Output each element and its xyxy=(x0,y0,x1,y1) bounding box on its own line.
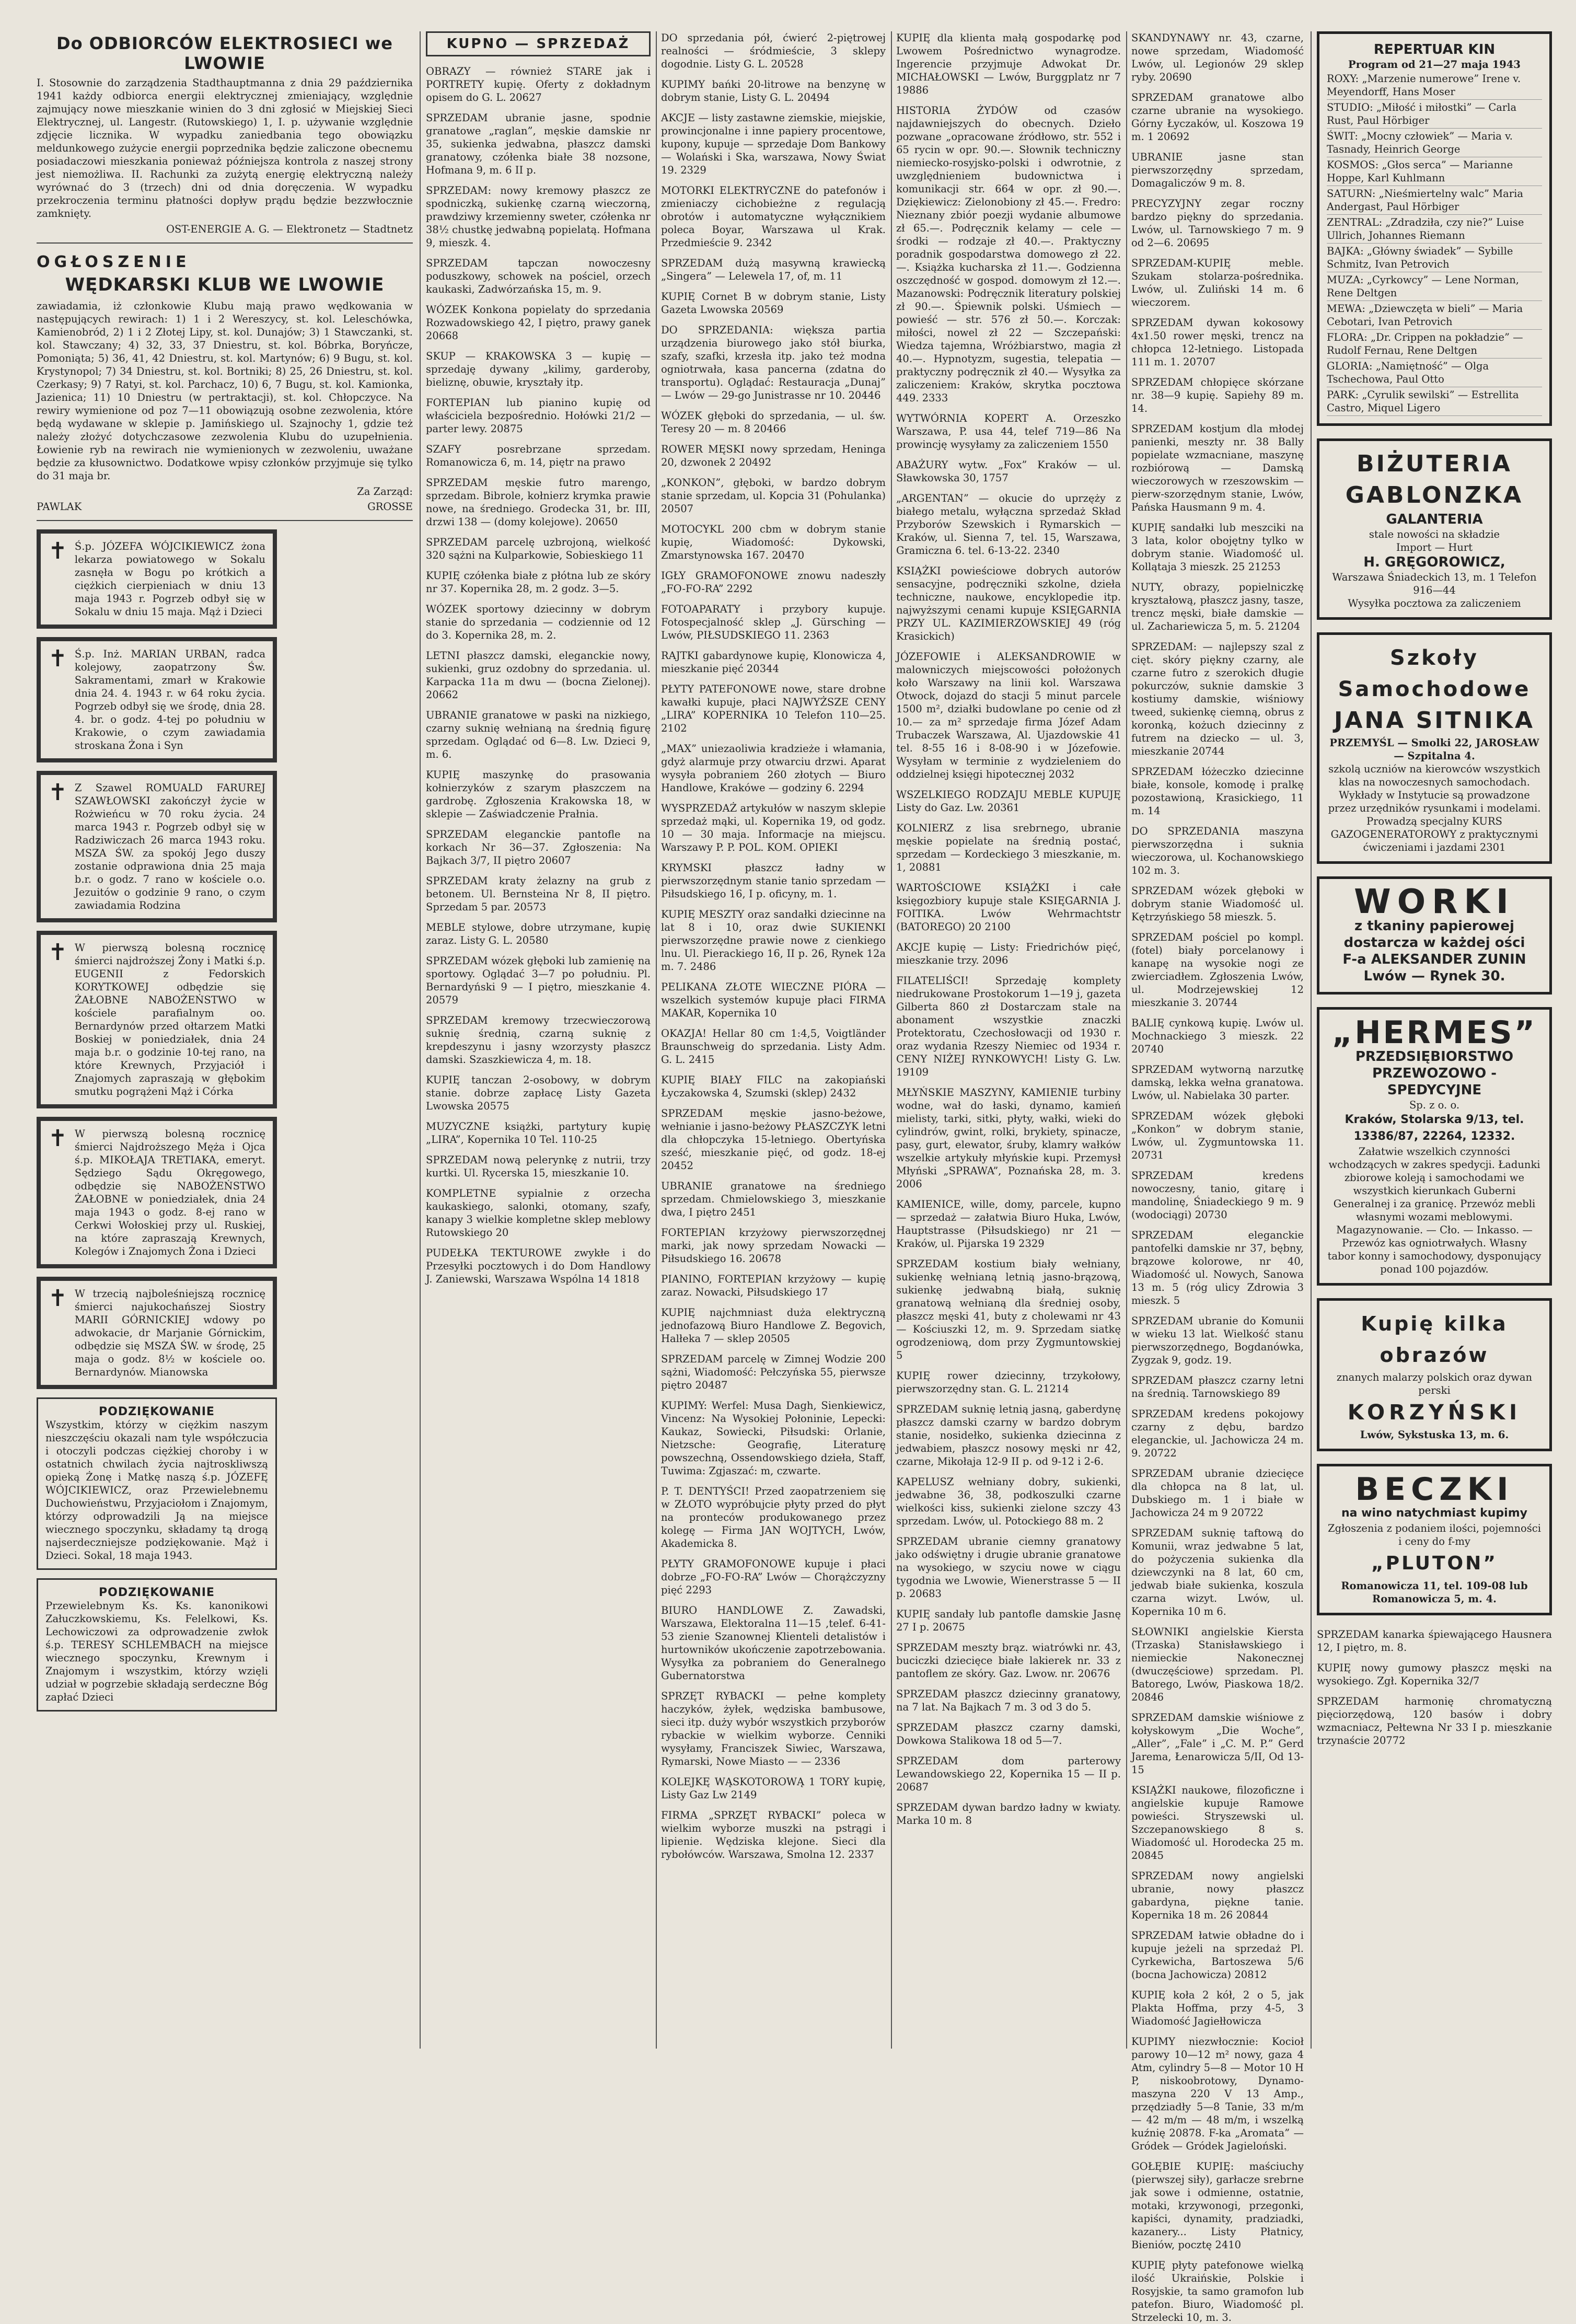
classified-ad: KUPIMY niezwłocznie: Kocioł parowy 10—12 m² nowy, gaza 4 Atm, cylindry 5—8 — Motor 10 H P, niskoobrotowy, Dynamo-maszyna 220 V 13 Amp., przędziadły 5—8 Tanie, 33 m/m — 42 m/m — 48 m/m, i wszelką kuźnię 20878. F-ka „Aromata” — Gródek — Gródek Jagieloński. xyxy=(1131,2036,1304,2152)
classified-ad: IGŁY GRAMOFONOWE znowu nadeszły „FO-FO-RA” 2292 xyxy=(661,570,886,595)
signature-right: GROSSE xyxy=(367,501,413,513)
classified-ad: OKAZJA! Hellar 80 cm 1:4,5, Voigtländer Braunschweig do sprzedania. Listy Adm. G. L. 2415 xyxy=(661,1027,886,1066)
classified-ad: BIURO HANDLOWE Z. Zawadski, Warszawa, Elektoralna 11—15 ,telef. 6-41-53 zienie Szanownej Klienteli detalistów i hurtowników ukończenie zapotrzebowania. Wysyłka za pobraniem do Generalnego Gubernatorstwa xyxy=(661,1604,886,1682)
cinema-row: SATURN: „Nieśmiertelny walc” Maria Andergast, Paul Hörbiger xyxy=(1327,186,1542,215)
classified-ad: SPRZEDAM dużą masywną krawiecką „Singera” — Lelewela 17, of, m. 11 xyxy=(661,257,886,282)
ogloszenie-heading: OGŁOSZENIE xyxy=(37,253,191,271)
sitnik-name: JANA SITNIKA xyxy=(1334,707,1535,734)
column-1 xyxy=(37,31,413,2049)
small-ads xyxy=(1317,1628,1552,1747)
classified-ad: FIRMA „SPRZĘT RYBACKI” poleca w wielkim wyborze muszki na pstrągi i lipienie. Wędziska klejone. Sieci dla rybołówców. Warszawa, Smolna 12. 2337 xyxy=(661,1809,886,1860)
classified-ad: SPRZEDAM męskie jasno-beżowe, wełnianie i jasno-beżowy PŁASZCZYK letni dla chłopczyka 15-letniego. Obertyńska sześć, mieszkanie pięć, od godz. 18-ej 20452 xyxy=(661,1107,886,1172)
obituary-text: Z Szawel ROMUALD FARUREJ SZAWŁOWSKI zakończył życie w Rożwieńcu w 70 roku życia. 24 marca 1943 r. Pogrzeb odbył się w Radziwiczach 26 marca 1943 roku. MSZA ŚW. za spokój Jego duszy zostanie odprawiona dnia 25 maja b.r. o godz. 7 rano w kościele o.o. Jezuitów o godzinie 9 rano, o czym zawiadamia Rodzina xyxy=(74,782,265,911)
classified-ad: OBRAZY — również STARE jak i PORTRETY kupię. Oferty z dokładnym opisem do G. L. 20627 xyxy=(426,65,651,103)
classified-ad: MŁYŃSKIE MASZYNY, KAMIENIE turbiny wodne, wał do łaski, dynamo, kamień mielisty, tarki, sitki, płyty, wałki, wieki do cylindrów, gwint, rolki, brykiety, spinacze, pasy, gurt, elewator, śruby, klamry wałków wszelkie artykuły młyńskie kupi. Przemysł Młyński „SPRAWA”, Poznańska 28, m. 3. 2006 xyxy=(896,1086,1121,1190)
classified-ad: KUPIĘ czółenka białe z płótna lub ze skóry nr 37. Kopernika 28, m. 2 godz. 3—5. xyxy=(426,570,651,595)
ads-list xyxy=(661,31,886,1861)
obituary-row xyxy=(48,645,265,752)
sitnik-text: szkolą uczniów na kierowców wszystkich klas na nowoczesnych samochodach. Wykłady w Instytucie są prowadzone przez urzędników rysunkami i modelami. Prowadzą specjalny KURS GAZOGENERATOROWY z praktycznymi ćwiczeniami i jazdami 2301 xyxy=(1328,763,1541,853)
classified-ad: DO SPRZEDANIA maszyna pierwszorzędna i suknia wieczorowa, ul. Kochanowskiego 102 m. 3. xyxy=(1131,825,1304,876)
classified-ad: MUZYCZNE książki, partytury kupię „LIRA”, Kopernika 10 Tel. 110-25 xyxy=(426,1120,651,1146)
klub-text: zawiadamia, iż członkowie Klubu mają prawo wędkowania w następujących rewirach: 1) 1 i 2 Wereszycy, st. kol. Leleschówka, Kamienobród, 2) 1 i 2 Złotej Lipy, st. kol. Dunajów; 3) 1 Stawczanki, st. kol. Stawczany; 4) 32, 33, 37 Dniestru, st. kol. Bóbrka, Boryńcze, Pomoniąta; 5) 36, 41, 42 Dniestru, st. kol. Martynów; 6) 9 Bugu, st. kol. Krystynopol; 7) 34 Dniestru, st. kol. Bortniki; 8) 25, 26 Dniestru, st. kol. Czerkasy; 9) 7 Ratyi, st. kol. Parchacz, 10) 6, 7 Bugu, st. kol. Kamionka, Jazienica; 11) 10 Dniestru (w pertraktacji), st. kol. Chłopczyce. Na rewiry wymienione od poz 7—11 obowiązują osobne zezwolenia, które będą wydawane w sklepie p. Jamińskiego ul. Szajnochy 1, gdzie też należy złożyć dotychczasowe zezwolenia Klubu do uzupełnienia. Łowienie ryb na rewirach nie wymienionych w zezwoleniu, uważane będzie za kłusownictwo. Dodatkowe wpisy członków przyjmuje się tylko do 31 maja br. xyxy=(37,300,413,482)
classified-ad: KUPIMY bańki 20-litrowe na benzynę w dobrym stanie, Listy G. L. 20494 xyxy=(661,78,886,103)
beczki-ad xyxy=(1317,1464,1552,1615)
classified-ad: SPRZEDAM kostium biały wełniany, sukienkę wełnianą letnią jasno-brązową, sukienkę jedwabną białą, suknię granatową wełnianą dla średniej osoby, płaszcz męski 41, buty z cholewami nr 43 — Kościuszki 12, m. 9. Sprzedam siatkę ogrodzeniową, dom przy Zygmuntowskiej 5 xyxy=(896,1258,1121,1361)
classified-ad: KUPIĘ nowy gumowy płaszcz męski na wysokiego. Zgł. Kopernika 32/7 xyxy=(1317,1662,1552,1687)
classified-ad: BALIĘ cynkową kupię. Lwów ul. Mochnackiego 3 mieszk. 22 20740 xyxy=(1131,1017,1304,1055)
classified-ad: SPRZEDAM: nowy kremowy płaszcz ze spodniczką, sukienkę czarną wieczorną, prawdziwy krzemienny sweter, czółenka nr 38½ chustkę jedwabną popielatą. Hofmana 9, mieszk. 4. xyxy=(426,184,651,249)
classified-ad: SPRZEDAM płaszcz czarny letni na średnią. Tarnowskiego 89 xyxy=(1131,1374,1304,1400)
classified-ad: UBRANIE granatowe na średniego sprzedam. Chmielowskiego 3, mieszkanie dwa, I piętro 2451 xyxy=(661,1180,886,1218)
cross-icon: ✝ xyxy=(48,1125,67,1152)
worki-subtitle: z tkaniny papierowej xyxy=(1354,918,1514,934)
classified-ad: SPRZEDAM ubranie do Komunii w wieku 13 lat. Wielkość stanu pierwszorzędnego, Bogdanówka, Zygzak 9, godz. 19. xyxy=(1131,1315,1304,1366)
classified-ad: ROWER MĘSKI nowy sprzedam, Heninga 20, dzwonek 2 20492 xyxy=(661,443,886,468)
classified-ad: FOTOAPARATY i przybory kupuje. Fotospecjalność sklep „J. Gürsching — Lwów, PIŁSUDSKIEGO 11. 2363 xyxy=(661,603,886,641)
classified-ad: KRYMSKI płaszcz ładny w pierwszorzędnym stanie tanio sprzedam — Piłsudskiego 16, I p. oficyny, m. 1. xyxy=(661,862,886,900)
column-2 xyxy=(426,31,651,2049)
classified-ad: WARTOŚCIOWE KSIĄŻKI i całe księgozbiory kupuje stale KSIĘGARNIA J. FOITIKA. Lwów Wehrmachtstr (BATOREGO) 20 2100 xyxy=(896,882,1121,933)
classified-ad: SPRZEDAM: — najlepszy szal z cięt. skóry piękny czarny, ale czarne futro z szerokich długie pokurczów, suknie damskie 3 kostiumy damskie, wiśniowy tweed, sukienkę ciemną, obrus z koronką, kożuch dziecinny z futrem na dziecko — ul. 3, mieszkanie 20744 xyxy=(1131,641,1304,757)
cinema-row: ZENTRAL: „Zdradziła, czy nie?” Luise Ullrich, Johannes Riemann xyxy=(1327,215,1542,244)
sitnik-ad xyxy=(1317,632,1552,864)
classified-ad: KUPIĘ BIAŁY FILC na zakopiański Łyczakowska 4, Szumski (sklep) 2432 xyxy=(661,1074,886,1099)
thanks-title: PODZIĘKOWANIE xyxy=(99,1586,215,1599)
classified-ad: SPRZEDAM tapczan nowoczesny poduszkowy, schowek na pościel, orzech kaukaski, Zadwórzańska 15, m. 9. xyxy=(426,257,651,295)
classified-ad: AKCJE kupię — Listy: Friedrichów pięć, mieszkanie trzy. 2096 xyxy=(896,941,1121,966)
worki-title: WORKI xyxy=(1354,883,1515,921)
thanks-box xyxy=(37,1397,277,1570)
classified-ad: SPRZEDAM eleganckie pantofle na korkach Nr 36—37. Zgłoszenia: Na Bajkach 3/7, II piętro 20607 xyxy=(426,828,651,866)
classified-ad: WSZELKIEGO RODZAJU MEBLE KUPUJĘ Listy do Gaz. Lw. 20361 xyxy=(896,789,1121,814)
classified-ad: „KONKON”, głęboki, w bardzo dobrym stanie sprzedam, ul. Kopcia 31 (Pohulanka) 20507 xyxy=(661,477,886,515)
beczki-subtitle: na wino natychmiast kupimy xyxy=(1341,1507,1527,1520)
classified-ad: SPRZEDAM dom parterowy Lewandowskiego 22, Kopernika 15 — II p. 20687 xyxy=(896,1755,1121,1793)
classified-ad: SPRZEDAM kanarka śpiewającego Hausnera 12, I piętro, m. 8. xyxy=(1317,1628,1552,1654)
odbiorcy-signature xyxy=(37,223,413,235)
classified-ad: KOMPLETNE sypialnie z orzecha kaukaskiego, salonki, otomany, szafy, kanapy 3 wielkie kompletne sklep meblowy Rutowskiego 20 xyxy=(426,1187,651,1239)
obituary-text: W pierwszą bolesną rocznicę śmierci Najdroższego Męża i Ojca ś.p. MIKOŁAJA TRETIAKA, emeryt. Sędziego Sądu Okręgowego, odbędzie się NABOŻEŃSTWO ŻAŁOBNE w poniedziałek, dnia 24 maja 1943 o godz. 8-ej rano w Cerkwi Wołoskiej przy ul. Ruskiej, na które zapraszają Krewnych, Kolegów i Znajomych Żona i Dzieci xyxy=(74,1128,265,1257)
obrazow-title: Kupię kilka obrazów xyxy=(1361,1312,1508,1367)
classified-ad: PELIKANA ZŁOTE WIECZNE PIÓRA — wszelkich systemów kupuje płaci FIRMA MAKAR, Kopernika 10 xyxy=(661,981,886,1019)
classified-ad: WÓZEK sportowy dziecinny w dobrym stanie do sprzedania — codziennie od 12 do 3. Kopernika 28, m. 2. xyxy=(426,603,651,641)
classified-ad: SPRZEDAM pościel po kompl. (fotel) biały porcelanowy i kanapę na wysokie nogi ze zwierciadłem. Zgłoszenia Lwów, ul. Modrzejewskiej 12 mieszkanie 3. 20744 xyxy=(1131,931,1304,1009)
column-4 xyxy=(896,31,1121,2049)
cross-icon: ✝ xyxy=(48,645,67,672)
classified-ad: ABAŻURY wytw. „Fox” Kraków — ul. Sławkowska 30, 1757 xyxy=(896,459,1121,484)
classified-ad: HISTORIA ŻYDÓW od czasów najdawniejszych do obecnych. Dzieło pozwane „opracowane źródłowo, str. 552 i 65 rycin w opr. 90.—. Słownik techniczny niemiecko-rosyjsko-polski i odwrotnie, z uwzględnieniem budownictwa i komunikacji str. 664 w opr. zł 90.—. Dziękiewicz: Zielonobiony zł 45.—. Fredro: Nieznany zbiór poezji wydanie albumowe zł 65.—. Podręcznik kelamy — cele — środki — rodzaje zł 40.—. Praktyczny poradnik gospodarstwa domowego zł 22.—. Książka kucharska zł 11.—. Godzienna oszczędność w gospod. domowym zł 12.—. Mazanowski: Podręcznik literatury polskiej zł 90.—. Śpiewnik polski. Uśmiech — powieść — str. 576 zł 50.—. Korczak: miłości, nowel zł 22 — Szczepański: Wiedza tajemna, Wróżbiarstwo, magia zł 40.—. Hypnotyzm, sugestia, telepatia — praktyczny podręcznik zł 40.— Wysyłka za zaliczeniem: Kraków, skrytka pocztowa 449. 2333 xyxy=(896,105,1121,404)
classified-ad: KAMIENICE, wille, domy, parcele, kupno — sprzedaż — załatwia Biuro Huka, Lwów, Hauptstrasse (Piłsudskiego) nr 21 — Kraków, ul. Pijarska 19 2329 xyxy=(896,1198,1121,1250)
cinema-row: ROXY: „Marzenie numerowe” Irene v. Meyendorff, Hans Moser xyxy=(1327,71,1542,100)
column-rule xyxy=(891,31,892,2049)
classified-ad: SPRZEDAM suknię taftową do Komunii, wraz jedwabne 5 lat, do pożyczenia sukienka dla dziewczynki na 8 lat, 60 cm, jedwab białe sukienka, koszula czarna wizyt. Lwów, ul. Kopernika 10 m 6. xyxy=(1131,1527,1304,1617)
classified-ad: KUPIĘ najchmniast duża elektryczną jednofazową Biuro Handlowe Z. Begovich, Halłeka 7 — sklep 20505 xyxy=(661,1306,886,1345)
ads-list xyxy=(896,31,1121,1827)
classified-ad: PUDEŁKA TEKTUROWE zwykłe i do Przesyłki pocztowych i do Dom Handlowy J. Zaniewski, Warszawa Wspólna 14 1818 xyxy=(426,1247,651,1285)
obituary-row xyxy=(48,1127,265,1258)
classified-ad: SPRZEDAM ubranie jasne, spodnie granatowe „raglan”, męskie damskie nr 35, sukienka jedwabna, płaszcz damski granatowy, czółenka białe 38 nozsone, Hofmana 9, m. 6 II p. xyxy=(426,112,651,176)
classified-ad: KUPIĘ sandałki lub meszciki na 3 lata, kolor obojętny tylko w dobrym stanie. Wiadomość ul. Kollątaja 3 mieszk. 25 21253 xyxy=(1131,522,1304,573)
hermes-title: „HERMES” xyxy=(1331,1014,1537,1051)
cross-icon: ✝ xyxy=(48,939,67,966)
classified-ad: SPRZEDAM eleganckie pantofelki damskie nr 37, bębny, brązowe kolorowe, nr 40, Wiadomość ul. Nowych, Sanowa 13 m. 5 (róg ulicy Zdrowia 3 mieszk. 5 xyxy=(1131,1229,1304,1306)
worki-ad xyxy=(1317,876,1552,995)
obituary-text: Ś.p. Inż. MARIAN URBAN, radca kolejowy, zaopatrzony Św. Sakramentami, zmarł w Krakowie dnia 24. 4. 1943 r. w 64 roku życia. Pogrzeb odbył się we środę, dnia 28. 4. br. o godz. 4-tej po południu w Krakowie, o czym zawiadamia stroskana Żona i Syn xyxy=(74,648,265,751)
classified-ad: SPRZEDAM łóżeczko dziecinne białe, konsole, komodę i pralkę pozostawioną, Krasickiego, 11 m. 14 xyxy=(1131,766,1304,817)
hermes-text: Załatwie wszelkich czynności wchodzących w zakres spedycji. Ładunki zbiorowe koleją i samochodami we wszystkich kierunkach Guberni Generalnej i za granicę. Przewóz mebli własnymi wozami meblowymi. Magazynowanie. — Cło. — Inkasso. — Przewóz kas ogniotrwałych. Własny tabor konny i samochodowy, dysponujący ponad 100 pojazdów. xyxy=(1327,1146,1542,1275)
classified-ad: KUPIĘ tanczan 2-osobowy, w dobrym stanie. dobrze zapłacę Listy Gazeta Lwowska 20575 xyxy=(426,1074,651,1112)
classified-ad: SPRZEDAM harmonię chromatyczną pięciorzędową, 120 basów i dobry wzmacniacz, Pełtewna Nr 33 I p. mieszkanie trzynaście 20772 xyxy=(1317,1695,1552,1747)
sitnik-title: Szkoły Samochodowe xyxy=(1338,646,1531,701)
beczki-address: Romanowicza 11, tel. 109-08 lub Romanowicza 5, m. 4. xyxy=(1341,1580,1528,1605)
worki-name: F-a ALEKSANDER ZUNIN xyxy=(1342,952,1526,967)
newspaper-page xyxy=(37,31,1552,2323)
bizuteria-ad xyxy=(1317,438,1552,620)
classified-ad: SPRZEDAM chłopięce skórzane nr. 38—9 kupię. Sapiehy 89 m. 14. xyxy=(1131,376,1304,414)
classified-ad: SPRZEDAM-KUPIĘ meble. Szukam stolarza-pośrednika. Lwów, ul. Zuliński 14 m. 6 wieczorem. xyxy=(1131,257,1304,308)
separator xyxy=(37,520,413,521)
column-5 xyxy=(1131,31,1304,2323)
classified-ad: SZAFY posrebrzane sprzedam. Romanowicza 6, m. 14, piętr na prawo xyxy=(426,443,651,468)
ads-list xyxy=(1131,31,1304,2324)
classified-ad: SPRZEDAM kremowy trzecwieczorową suknię średnią, czarną suknię z krepdeszynu i jasny wzorzysty płaszcz damski. Szaszkiewicza 4, m. 18. xyxy=(426,1014,651,1066)
repertuar-list xyxy=(1327,71,1542,416)
bizuteria-name: H. GRĘGOROWICZ, xyxy=(1363,554,1505,570)
obrazow-name: KORZYŃSKI xyxy=(1347,1401,1522,1425)
classified-ad: UBRANIE jasne stan pierwszorzędny sprzedam, Domagaliczów 9 m. 8. xyxy=(1131,151,1304,189)
classified-ad: SPRZEDAM suknię letnią jasną, gaberdynę płaszcz damski czarny w bardzo dobrym stanie, nosidełko, sukienka dziecinna z jedwabiem, płaszcz nosowy męski nr 42, czarne, Mikołaja 12-9 II p. od 9-12 i 2-6. xyxy=(896,1403,1121,1467)
cross-icon: ✝ xyxy=(48,779,67,806)
obituary-box xyxy=(37,1117,277,1268)
classified-ad: SPRZEDAM ubranie dziecięce dla chłopca na 8 lat, ul. Dubskiego m. 1 i białe w Jachowicza 24 m 9 20722 xyxy=(1131,1467,1304,1519)
column-6 xyxy=(1317,31,1552,2049)
odbiorcy-title: Do ODBIORCÓW ELEKTROSIECI we LWOWIE xyxy=(56,33,393,73)
hermes-address: Kraków, Stolarska 9/13, tel. 13386/87, 22264, 12332. xyxy=(1345,1113,1524,1143)
classified-ad: LETNI płaszcz damski, eleganckie nowy, sukienki, gruz ozdobny do sprzedania. ul. Karpacka 11a m dwu — (bocna Zielonej). 20662 xyxy=(426,650,651,701)
odbiorcy-text: I. Stosownie do zarządzenia Stadthauptmanna z dnia 29 października 1941 każdy odbiorca energii elektrycznej zmieniający, względnie zajmujący nowe mieszkanie winien do 3 dni zgłosić w Miejskiej Sieci Elektrycznej, ul. Langestr. (Rutowskiego) 1, I. p. używanie względnie zdjęcie licznika. W wypadku zaniedbania tego obowiązku meldunkowego zużycie energii poprzednika będzie zaliczone obecnemu posiadaczowi mieszkania ponieważ późniejsza kontrola z naszej strony jest niemożliwa. II. Rachunki za zużytą energię elektryczną należy wyrównać do 3 (trzech) dni od dnia doręczenia. W wypadku przekroczenia terminu płatności dopływ prądu będzie bezzwłocznie zamknięty. xyxy=(37,77,413,219)
zarzad-label: Za Zarząd: xyxy=(357,485,413,498)
classified-ad: SPRZEDAM nowy angielski ubranie, nowy płaszcz gabardyna, piękne tanie. Kopernika 18 m. 26 20844 xyxy=(1131,1870,1304,1921)
bizuteria-footer: Wysyłka pocztowa za zaliczeniem xyxy=(1348,597,1521,609)
classified-ad: SPRZEDAM dywan bardzo ładny w kwiaty. Marka 10 m. 8 xyxy=(896,1801,1121,1826)
classified-ad: PŁYTY PATEFONOWE nowe, stare drobne kawałki kupuje, płaci NAJWYŻSZE CENY „LIRA” KOPERNIKA 10 Telefon 110—25. 2102 xyxy=(661,683,886,734)
classified-ad: WÓZEK Konkona popielaty do sprzedania Rozwadowskiego 42, I piętro, prawy ganek 20668 xyxy=(426,304,651,342)
obituary-box xyxy=(37,1277,277,1389)
obrazow-ad xyxy=(1317,1298,1552,1451)
signature-text: OST-ENERGIE A. G. — Elektronetz — Stadtnetz xyxy=(166,223,413,235)
classified-ad: SPRZEDAM nową pelerynkę z nutrii, trzy kurtki. Ul. Rycerska 15, mieszkanie 10. xyxy=(426,1154,651,1179)
classified-ad: MEBLE stylowe, dobre utrzymane, kupię zaraz. Listy G. L. 20580 xyxy=(426,921,651,946)
obituary-box xyxy=(37,771,277,922)
classified-ad: FORTEPIAN lub pianino kupię od właściciela bezpośrednio. Hołówki 21/2 — parter lewy. 20875 xyxy=(426,397,651,435)
obituary-box xyxy=(37,637,277,762)
klub-signatures xyxy=(37,501,413,513)
classified-ad: SPRZEDAM granatowe albo czarne ubranie na wysokiego. Górny Łyczaków, ul. Koszowa 19 m. 1 20692 xyxy=(1131,91,1304,143)
classified-ad: SPRZEDAM parcelę uzbrojoną, wielkość 320 sążni na Kulparkowie, Sobieskiego 11 xyxy=(426,536,651,561)
classified-ad: SPRZEDAM kraty żelazny na grub z betonem. Ul. Bernsteina Nr 8, II piętro. Sprzedam 5 par. 20573 xyxy=(426,875,651,913)
beczki-text: Zgłoszenia z podaniem ilości, pojemności i ceny do f-my xyxy=(1328,1522,1541,1547)
thanks-box xyxy=(37,1578,277,1712)
obrazow-text: znanych malarzy polskich oraz dywan perski xyxy=(1336,1371,1533,1396)
repertuar-box xyxy=(1317,31,1552,426)
obituary-row xyxy=(48,540,265,618)
classified-ad: SKANDYNAWY nr. 43, czarne, nowe sprzedam, Wiadomość Lwów, ul. Legionów 29 sklep ryby. 20690 xyxy=(1131,32,1304,83)
classified-ad: KUPIĘ płyty patefonowe wielką ilość Ukraińskie, Polskie i Rosyjskie, ta samo gramofon lub patefon. Biuro, Wiadomość pl. Strzelecki 10, m. 3. xyxy=(1131,2259,1304,2323)
cross-icon: ✝ xyxy=(48,1285,67,1312)
bizuteria-line: Import — Hurt xyxy=(1396,541,1473,553)
worki-line: dostarcza w każdej ości xyxy=(1343,935,1525,951)
obrazow-address: Lwów, Sykstuska 13, m. 6. xyxy=(1360,1429,1509,1441)
classified-ad: SŁOWNIKI angielskie Kiersta (Trzaska) Stanisławskiego i niemieckie Nakonecznej (dwuczęściowe) sprzedam. Pl. Batorego, Lwów, Piaskowa 18/2. 20846 xyxy=(1131,1626,1304,1703)
classified-ad: KSIĄŻKI naukowe, filozoficzne i angielskie kupuje Ramowe powieści. Stryszewski ul. Szczepanowskiego 8 s. Wiadomość ul. Horodecka 25 m. 20845 xyxy=(1131,1784,1304,1861)
classified-ad: UBRANIE granatowe w paski na nizkiego, czarny suknię wełnianą na średnią figurę sprzedam. Oglądać od 6—8. Lw. Dzieci 9, m. 6. xyxy=(426,709,651,760)
hermes-subtitle: PRZEDSIĘBIORSTWO PRZEWOZOWO - SPEDYCYJNE xyxy=(1355,1049,1514,1098)
thanks-text: Wszystkim, którzy w ciężkim naszym nieszczęściu okazali nam tyle współczucia i otoczyli podczas ciężkiej choroby i w ostatnich chwilach życia najtroskliwszą opieką Żonę i Matkę naszą ś.p. JÓZEFĘ WÓJCIKIEWICZ, oraz Przewielebnemu Duchowieństwu, Przyjaciołom i Znajomym, którzy odprowadzili Ją na miejsce wiecznego spoczynku, składamy tą drogą najserdeczniejsze podziękowanie. Mąż i Dzieci. Sokal, 18 maja 1943. xyxy=(45,1419,268,1562)
obituary-text: W trzecią najboleśniejszą rocznicę śmierci najukochańszej Siostry MARII GÓRNICKIEJ wdowy po adwokacie, dr Marjanie Górnickim, odbędzie się MSZA ŚW. w środę, 25 maja o godz. 8½ w kościele oo. Bernardynów. Mianowska xyxy=(74,1288,265,1378)
classified-ad: KUPIMY: Werfel: Musa Dagh, Sienkiewicz, Vincenz: Na Wysokiej Połoninie, Lepecki: Kaukaz, Sowiecki, Piłsudski: Orlanie, Nietzsche: Geografię, Literaturę powszechną, Ossendowskiego dzieła, Staff, Tuwima: Zgjaszać: m, czwarte. xyxy=(661,1400,886,1477)
classified-ad: KSIĄŻKI powieściowe dobrych autorów sensacyjne, podręczniki szkolne, dzieła techniczne, naukowe, encyklopedie itp. najwyższymi cenami kupuje KSIĘGARNIA PRZY UL. KAZIMIERZOWSKIEJ 49 (róg Krasickich) xyxy=(896,565,1121,642)
classified-ad: KUPIĘ Cornet B w dobrym stanie, Listy Gazeta Lwowska 20569 xyxy=(661,291,886,316)
klub-title: WĘDKARSKI KLUB WE LWOWIE xyxy=(65,274,385,295)
bizuteria-title: BIŻUTERIA GABLONZKA xyxy=(1345,450,1524,508)
worki-address: Lwów — Rynek 30. xyxy=(1363,968,1505,984)
cinema-row: STUDIO: „Miłość i miłostki” — Carla Rust, Paul Hörbiger xyxy=(1327,100,1542,129)
classified-ad: RAJTKI gabardynowe kupię, Klonowicza 4, mieszkanie pięć 20344 xyxy=(661,650,886,675)
classified-ad: SPRZEDAM wózek głęboki „Konkon” w dobrym stanie, Lwów, ul. Zygmuntowska 11. 20731 xyxy=(1131,1110,1304,1161)
classified-ad: KUPIĘ maszynkę do prasowania kołnierzyków z szarym płaszczem na gardrobę. Zgłoszenia Krakowska 18, w sklepie — Zaświadczenie Prałnia. xyxy=(426,769,651,820)
column-rule xyxy=(656,31,657,2049)
classified-ad: SPRZEDAM dywan kokosowy 4x1.50 rower męski, trencz na chłopca 12-letniego. Listopada 111 m. 1. 20707 xyxy=(1131,317,1304,368)
hermes-ad xyxy=(1317,1007,1552,1286)
classified-ad: SPRZEDAM parcelę w Zimnej Wodzie 200 sążni, Wiadomość: Pełczyńska 55, pierwsze piętro 20487 xyxy=(661,1353,886,1391)
bizuteria-line: stale nowości na składzie xyxy=(1369,528,1500,540)
classified-ad: WYTWÓRNIA KOPERT A. Orzeszko Warszawa, P. usa 44, telef 719—86 Na prowincję wysyłamy za zaliczeniem 1550 xyxy=(896,412,1121,450)
obituary-box xyxy=(37,931,277,1108)
classified-ad: SPRZEDAM wózek głęboki lub zamienię na sportowy. Oglądać 3—7 po południu. Pl. Bernardyński 9 — I piętro, mieszkanie 4. 20579 xyxy=(426,955,651,1006)
obituary-row xyxy=(48,1287,265,1379)
classified-ad: AKCJE — listy zastawne ziemskie, miejskie, prowincjonalne i inne papiery procentowe, kupony, kupuje — sprzedaje Dom Bankowy — Wolański i Ska, warszawa, Nowy Świat 19. 2329 xyxy=(661,112,886,176)
cinema-row: MUZA: „Cyrkowcy” — Lene Norman, Rene Deltgen xyxy=(1327,272,1542,301)
classified-ad: SPRZEDAM łatwie obładne do i kupuje jeżeli na sprzedaż Pl. Cyrkewicha, Bartoszewa 5/6 (bocna Jachowicza) 20812 xyxy=(1131,1929,1304,1981)
classified-ad: NUTY, obrazy, popielniczkę kryształową, płaszcz jasny, tasze, trencz męski, białe damskie — ul. Zachariewicza 5, m. 5. 21204 xyxy=(1131,581,1304,632)
classified-ad: SPRZEDAM płaszcz dziecinny granatowy, na 7 lat. Na Bajkach 7 m. 3 od 3 do 5. xyxy=(896,1688,1121,1713)
classified-ad: KAPELUSZ wełniany dobry, sukienki, jedwabne 36, 38, podkoszulki czarne wielkości kiss, sukienki zielone szczy 43 sprzedam. Lwów, ul. Potockiego 88 m. 2 xyxy=(896,1476,1121,1527)
classified-ad: SPRZEDAM męskie futro marengo, sprzedam. Bibrole, kołnierz krymka prawie nowe, na średniego. Grodecka 31, br. III, drzwi 138 — (domy kolejowe). 20650 xyxy=(426,477,651,528)
obituary-row xyxy=(48,781,265,912)
separator xyxy=(37,242,413,244)
obituary-text: W pierwszą bolesną rocznicę śmierci najdroższej Żony i Matki ś.p. EUGENII z Fedorskich KORYTKOWEJ odbędzie się ŻAŁOBNE NABOŻEŃSTWO w kościele parafialnym oo. Bernardynów przed ołtarzem Matki Boskiej w poniedziałek, dnia 24 maja b.r. o godzinie 10-tej rano, na które Krewnych, Przyjaciół i Znajomych zapraszają w głębokim smutku pogrążeni Mąż i Córka xyxy=(74,942,265,1097)
classified-ad: KUPIĘ MESZTY oraz sandałki dziecinne na lat 8 i 10, oraz dwie SUKIENKI pierwszorzędne prawie nowe z cienkiego lnu. Ul. Pierackiego 16, II p. 26, Rynek 12a m. 7. 2486 xyxy=(661,908,886,973)
classified-ad: PRECYZYJNY zegar roczny bardzo piękny do sprzedania. Lwów, ul. Tarnowskiego 7 m. 9 od 2—6. 20695 xyxy=(1131,198,1304,249)
classified-ad: KUPIĘ dla klienta małą gospodarkę pod Lwowem Pośrednictwo wynagrodze. Ingerencie przyjmuje Adwokat Dr. MICHAŁOWSKI — Lwów, Burggplatz nr 7 19886 xyxy=(896,32,1121,96)
classified-ad: SPRZEDAM wózek głęboki w dobrym stanie Wiadomość ul. Kętrzyńskiego 58 mieszk. 5. xyxy=(1131,885,1304,923)
cinema-row: MEWA: „Dziewczęta w bieli” — Maria Cebotari, Ivan Petrovich xyxy=(1327,301,1542,330)
classified-ad: KUPIĘ koła 2 kół, 2 o 5, jak Plakta Hoffma, przy 4-5, 3 Wiadomość Jagiełłowicza xyxy=(1131,1989,1304,2027)
classified-ad: MOTORKI ELEKTRYCZNE do patefonów i zmieniaczy cichobieżne z regulacją obrotów i automatyczne wyłącznikiem poleca Boyar, Warszawa ul Krak. Przedmieście 9. 2342 xyxy=(661,184,886,249)
classified-ad: SPRZEDAM meszty brąz. wiatrówki nr. 43, buciczki dziecięce białe lakierek nr. 33 z pantoflem ze skóry. Gaz. Lwow. nr. 20676 xyxy=(896,1641,1121,1680)
cinema-row: BAJKA: „Główny świadek” — Sybille Schmitz, Ivan Petrovich xyxy=(1327,244,1542,272)
classified-ad: SPRZEDAM damskie wiśniowe z kołyskowym „Die Woche”, „Aller”, „Fale” i „C. M. P.” Gerd Jarema, Łenarowicza 5/II, Od 13-15 xyxy=(1131,1712,1304,1776)
thanks-title: PODZIĘKOWANIE xyxy=(99,1405,215,1418)
classified-ad: GOŁĘBIE KUPIĘ: maściuchy (pierwszej siły), garłacze srebrne jak sowe i odmienne, ostatnie, motaki, krzywonogi, przegonki, kapiści, dynamity, pradziadki, kazanery... Listy Płatnicy, Bieniów, pocztę 2410 xyxy=(1131,2160,1304,2251)
classified-ad: SPRZEDAM kredens nowoczesny, tanio, gitarę i mandolinę, Śniadeckiego 9 m. 9 (wodociągi) 20730 xyxy=(1131,1170,1304,1221)
cinema-row: PARK: „Cyrulik sewilski” — Estrellita Castro, Miquel Ligero xyxy=(1327,387,1542,416)
classified-ad: P. T. DENTYŚCI! Przed zaopatrzeniem się w ZŁOTO wypróbujcie płyty przed do płyt na pronteców produkowanego przez kolegę — Firma JAN WOJTYCH, Lwów, Akademicka 8. xyxy=(661,1485,886,1550)
classified-ad: SPRZEDAM płaszcz czarny damski, Dowkowa Stalikowa 18 od 5—7. xyxy=(896,1721,1121,1747)
cinema-row: KOSMOS: „Głos serca” — Marianne Hoppe, Karl Kuhlmann xyxy=(1327,157,1542,186)
classified-ad: MOTOCYKL 200 cbm w dobrym stanie kupię, Wiadomość: Dykowski, Zmarstynowska 167. 20470 xyxy=(661,523,886,561)
cross-icon: ✝ xyxy=(48,538,67,564)
cinema-row: ŚWIT: „Mocny człowiek” — Maria v. Tasnady, Heinrich George xyxy=(1327,129,1542,157)
column-rule xyxy=(1126,31,1127,2049)
sitnik-cities: PRZEMYŚL — Smolki 22, JAROSŁAW — Szpitalna 4. xyxy=(1329,737,1539,762)
repertuar-title: REPERTUAR KIN xyxy=(1373,42,1496,57)
classified-ad: DO sprzedania pół, ćwierć 2-piętrowej realności — śródmieście, 3 sklepy dogodnie. Listy G. L. 20528 xyxy=(661,32,886,70)
classified-ad: WYSPRZEDAŻ artykułów w naszym sklepie sprzedaż mąki, ul. Kopernika 19, od godz. 10 — 30 maja. Informacje na miejscu. Warszawy P. P. POL. KOM. OPIEKI xyxy=(661,802,886,853)
obituaries xyxy=(37,529,277,1712)
beczki-name: „PLUTON” xyxy=(1371,1553,1498,1574)
bizuteria-address: Warszawa Śniadeckich 13, m. 1 Telefon 916—44 xyxy=(1332,571,1537,596)
classified-ad: SPRZEDAM ubranie ciemny granatowy jako odświętny i drugie ubranie granatowe na wysokiego, w szyciu nowe w ciągu tygodnia we Lwowie, Wienerstrasse 5 — II p. 20683 xyxy=(896,1535,1121,1600)
section-title: KUPNO — SPRZEDAŻ xyxy=(426,31,651,56)
ads-list xyxy=(426,65,651,1286)
repertuar-subtitle: Program od 21—27 maja 1943 xyxy=(1348,59,1521,71)
classified-ad: SPRZEDAM kredens pokojowy czarny z dębu, bardzo eleganckie, ul. Jachowicza 24 m. 9. 20722 xyxy=(1131,1408,1304,1459)
classified-ad: FILATELIŚCI! Sprzedaję komplety niedrukowane Prostokorum 1—19 j, gazeta Gilberta 860 zł Dostarczam stale na abonament wszystkie znaczki Protektoratu, Czechosłowacji od 1930 r. oraz wydania Rzeszy Niemiec od 1934 r. CENY NIŻEJ RYNKOWYCH! Listy G. Lw. 19109 xyxy=(896,975,1121,1078)
classified-ad: SPRZEDAM wytworną narzutkę damską, lekka wełna granatowa. Lwów, ul. Nabielaka 30 parter. xyxy=(1131,1063,1304,1102)
classified-ad: KOLNIERZ z lisa srebrnego, ubranie męskie popielate na średnią postać, sprzedam — Kordeckiego 3 mieszkanie, m. 1, 20881 xyxy=(896,822,1121,873)
classified-ad: „MAX” uniezaoliwia kradzieże i włamania, gdyż alarmuje przy otwarciu drzwi. Aparat wysyła pobraniem 260 złotych — Biuro Handlowe, Krakówe — godziny 6. 2294 xyxy=(661,743,886,794)
classified-ad: JÓZEFOWIE i ALEKSANDROWIE w malowniczych miejscowości położonych koło Warszawy na linii kol. Warszawa Otwock, dojazd do stacji 5 minut parcele 1500 m², działki budowlane po cenie od zł 10.— za m² sprzedaje firma Józef Adam Trubaczek Warszawa, Al. Ujazdowskie 41 tel. 8-55 16 i 8-08-90 i w Józefowie. Wysyłam w terminie z wydzieleniem do oddzielnej księgi hipotecznej 2032 xyxy=(896,651,1121,780)
klub-zarzad xyxy=(37,485,413,498)
classified-ad: KUPIĘ sandały lub pantofle damskie Jasnę 27 I p. 20675 xyxy=(896,1608,1121,1633)
classified-ad: WÓZEK głęboki do sprzedania, — ul. św. Teresy 20 — m. 8 20466 xyxy=(661,410,886,435)
obituary-text: Ś.p. JÓZEFA WÓJCIKIEWICZ żona lekarza powiatowego w Sokalu zasnęła w Bogu po krótkich a ciężkich cierpieniach w dniu 13 maja 1943 r. Pogrzeb odbył się w Sokalu w dniu 15 maja. Mąż i Dzieci xyxy=(74,540,265,618)
column-rule xyxy=(420,31,421,2049)
classified-ad: SKUP — KRAKOWSKA 3 — kupię — sprzedaję dywany „kilimy, garderoby, bieliznę, obuwie, kryształy itp. xyxy=(426,350,651,388)
classified-ad: SPRZĘT RYBACKI — pełne komplety haczyków, żyłek, wędziska bambusowe, sieci itp. duży wybór wszystkich przyborów rybackie w wielkim wyborze. Cenniki wysyłamy, Franciszek Siwiec, Warszawa, Rymarski, Nowe Miasto — — 2336 xyxy=(661,1690,886,1767)
classified-ad: PŁYTY GRAMOFONOWE kupuje i płaci dobrze „FO-FO-RA” Lwów — Chorążczyzny pięć 2293 xyxy=(661,1558,886,1596)
column-rule xyxy=(1311,31,1312,2049)
classified-ad: DO SPRZEDANIA: większa partia urządzenia biurowego jako stół biurka, szafy, szafki, krzesła itp. jako też modna ogniotrwała, kasa pancerna (zdatna do transportu). Oglądać: Restauracja „Dunaj” — Lwów — 29-go Junistrasse nr 10. 20446 xyxy=(661,324,886,401)
classified-ad: KOLEJKĘ WĄSKOTOROWĄ 1 TORY kupię, Listy Gaz Lw 2149 xyxy=(661,1776,886,1801)
classified-ad: PIANINO, FORTEPIAN krzyżowy — kupię zaraz. Nowacki, Piłsudskiego 17 xyxy=(661,1273,886,1298)
cinema-row: FLORA: „Dr. Crippen na pokładzie” — Rudolf Fernau, Rene Deltgen xyxy=(1327,330,1542,359)
beczki-title: BECZKI xyxy=(1355,1471,1514,1508)
classified-ad: FORTEPIAN krzyżowy pierwszorzędnej marki, jak nowy sprzedam Nowacki — Piłsudskiego 16. 20678 xyxy=(661,1227,886,1265)
classified-ad: SPRZEDAM kostjum dla młodej panienki, meszty nr. 38 Bally popielate wzmacniane, maszynę rozbiórową — Damską wieczorowych w rzeszowskim — pierw-szorzędnym stanie, Lwów, Pańska Hausmann 9 m. 4. xyxy=(1131,423,1304,513)
classified-ad: „ARGENTAN” — okucie do uprzęży z białego metalu, wyłączna sprzedaż Skład Przyborów Szewskich i Rymarskich — Kraków, ul. Sienna 7, tel. 15, Warszawa, Gramiczna 6. tel. 6-13-22. 2340 xyxy=(896,492,1121,557)
column-3 xyxy=(661,31,886,2049)
classified-ad: KUPIĘ rower dziecinny, trzykołowy, pierwszorzędny stan. G. L. 21214 xyxy=(896,1370,1121,1395)
thanks-text: Przewielebnym Ks. Ks. kanonikowi Załuczkowskiemu, Ks. Felelkowi, Ks. Lechowiczowi za odprowadzenie zwłok ś.p. TERESY SCHLEMBACH na miejsce wiecznego spoczynku, Krewnym i Znajomym i wszystkim, którzy wzięli udział w pogrzebie składają serdeczne Bóg zapłać Dzieci xyxy=(45,1600,268,1703)
obituary-row xyxy=(48,941,265,1098)
cinema-row: GLORIA: „Namiętność” — Olga Tschechowa, Paul Otto xyxy=(1327,359,1542,387)
hermes-sp: Sp. z o. o. xyxy=(1409,1099,1460,1111)
signature-left: PAWLAK xyxy=(37,501,82,513)
bizuteria-subtitle: GALANTERIA xyxy=(1386,512,1483,527)
obituary-box xyxy=(37,529,277,629)
